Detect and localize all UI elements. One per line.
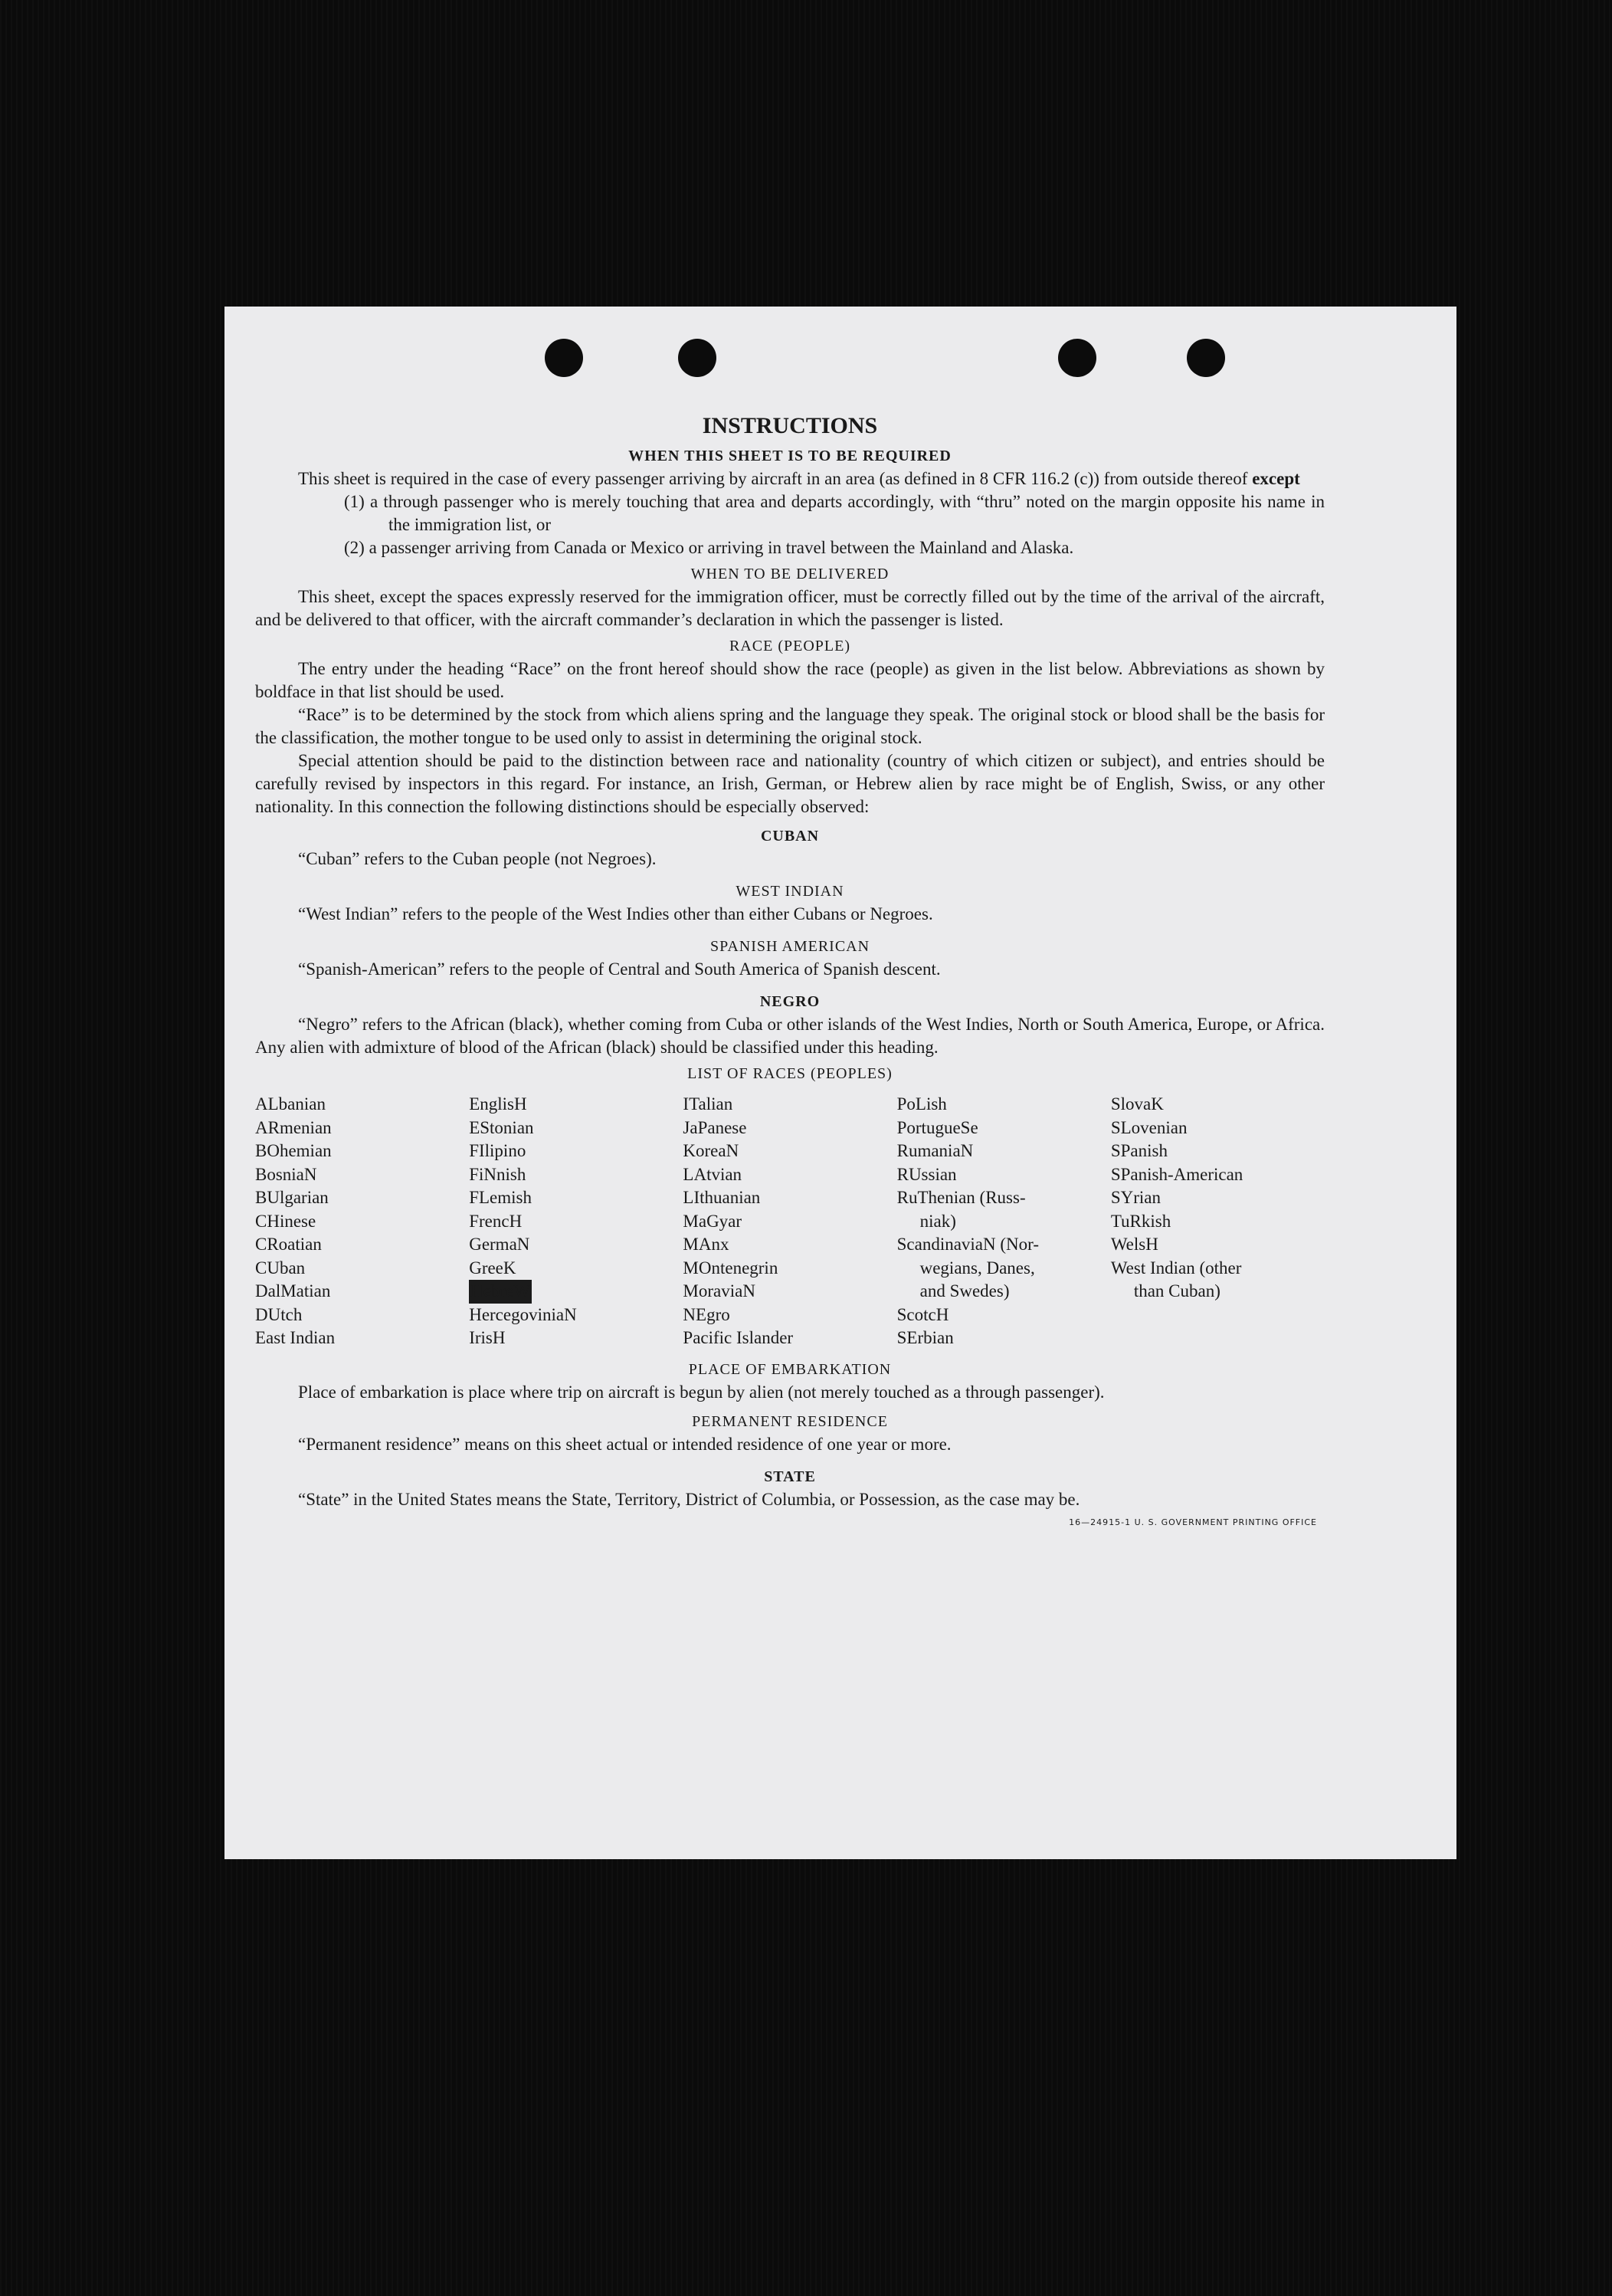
spanish-american-definition: “Spanish-American” refers to the people of Central and South America of Spanish descent. <box>298 959 941 979</box>
race-item: RUssian <box>896 1164 957 1184</box>
negro-definition: “Negro” refers to the African (black), whether coming from Cuba or other islands of the West Indies, North or South America, Europe, or Africa. Any alien with admixture of blood of the African (black) should be classified under this heading. <box>255 1015 1325 1057</box>
race-item: MoraviaN <box>683 1281 755 1301</box>
section-heading-race: RACE (PEOPLE) <box>729 638 850 654</box>
section-heading-list-of-races: LIST OF RACES (PEOPLES) <box>687 1065 893 1082</box>
race-item: SErbian <box>896 1328 954 1347</box>
race-item: MOntenegrin <box>683 1258 778 1278</box>
when-required-item-2: (2) a passenger arriving from Canada or Mexico or arriving in travel between the Mainland and Alaska. <box>344 538 1074 557</box>
race-item: GreeK <box>469 1258 516 1278</box>
race-item: PortugueSe <box>896 1117 978 1137</box>
race-item-continuation: wegians, Danes, <box>919 1258 1035 1278</box>
race-item: DalMatian <box>255 1281 331 1301</box>
binder-hole <box>545 339 583 377</box>
race-item: KoreaN <box>683 1141 739 1160</box>
when-delivered-text: This sheet, except the spaces expressly reserved for the immigration officer, must be correctly filled out by the time of the arrival of the aircraft, and be delivered to that officer, with the aircraft commander’s declaration in which the passenger is listed. <box>255 587 1325 629</box>
race-item: FrencH <box>469 1211 523 1231</box>
instruction-sheet <box>224 307 1456 1859</box>
race-item: ITalian <box>683 1094 733 1114</box>
race-item: WelsH <box>1110 1235 1158 1254</box>
race-item: SLovenian <box>1110 1117 1188 1137</box>
race-item: LIthuanian <box>683 1188 761 1207</box>
race-item-continuation: and Swedes) <box>919 1281 1010 1301</box>
race-item: EStonian <box>469 1117 534 1137</box>
sheet-content <box>255 411 1325 1534</box>
print-code: 16—24915-1 U. S. GOVERNMENT PRINTING OFFICE <box>1069 1517 1317 1527</box>
race-item: ScotcH <box>896 1304 949 1324</box>
race-item: LAtvian <box>683 1164 742 1184</box>
section-heading-negro: NEGRO <box>759 993 821 1010</box>
when-required-intro-text: This sheet is required in the case of every passenger arriving by aircraft in an area (as defined in 8 CFR 116.2 (c)) from outside thereof <box>298 469 1253 488</box>
race-item: Pacific Islander <box>683 1328 794 1347</box>
when-required-item-1: (1) a through passenger who is merely touching that area and departs accordingly, with “thru” noted on the margin opposite his name in the immigration list, or <box>344 492 1325 534</box>
section-heading-residence: PERMANENT RESIDENCE <box>692 1412 888 1430</box>
sheet-footer <box>255 1511 1325 1534</box>
race-item: CUban <box>255 1258 306 1278</box>
embarkation-text: Place of embarkation is place where trip on aircraft is begun by alien (not merely touched as a through passenger). <box>298 1382 1105 1402</box>
residence-text: “Permanent residence” means on this sheet actual or intended residence of one year or more. <box>298 1434 952 1454</box>
race-item: JaPanese <box>683 1117 747 1137</box>
binder-hole <box>678 339 716 377</box>
race-item: IrisH <box>469 1328 506 1347</box>
west-indian-definition: “West Indian” refers to the people of the West Indies other than either Cubans or Negroes. <box>298 904 933 923</box>
state-text: “State” in the United States means the State, Territory, District of Columbia, or Possession, as the case may be. <box>298 1489 1080 1509</box>
race-item: BosniaN <box>255 1164 317 1184</box>
race-item: FLemish <box>469 1188 532 1207</box>
race-item: BUlgarian <box>255 1188 329 1207</box>
race-item-continuation: than Cuban) <box>1133 1281 1220 1301</box>
race-item: RumaniaN <box>896 1141 974 1160</box>
race-paragraph-2: “Race” is to be determined by the stock from which aliens spring and the language they speak. The original stock or blood shall be the basis for the classification, the mother tongue to be used only to assist in determining the original stock. <box>255 705 1325 747</box>
section-heading-state: STATE <box>764 1468 816 1485</box>
race-paragraph-1: The entry under the heading “Race” on the front hereof should show the race (people) as given in the list below. Abbreviations as shown by boldface in that list should be used. <box>255 659 1325 701</box>
race-item: SPanish-American <box>1110 1164 1243 1184</box>
section-heading-west-indian: WEST INDIAN <box>736 883 844 900</box>
race-item: SYrian <box>1110 1188 1161 1207</box>
section-heading-embarkation: PLACE OF EMBARKATION <box>688 1360 892 1378</box>
race-item: ScandinaviaN (Nor- <box>896 1235 1040 1254</box>
race-item: RuThenian (Russ- <box>896 1188 1026 1207</box>
race-item: SlovaK <box>1110 1094 1164 1114</box>
race-item: FIlipino <box>469 1141 526 1160</box>
race-column-1 <box>255 1093 469 1350</box>
race-item: CRoatian <box>255 1235 322 1254</box>
race-item: MAnx <box>683 1235 729 1254</box>
when-required-intro <box>255 467 1325 490</box>
section-heading-when-required: WHEN THIS SHEET IS TO BE REQUIRED <box>628 448 952 464</box>
cuban-definition: “Cuban” refers to the Cuban people (not Negroes). <box>298 849 657 868</box>
race-item: CHinese <box>255 1211 316 1231</box>
race-item: East Indian <box>255 1328 336 1347</box>
race-column-2 <box>469 1093 683 1350</box>
race-item-continuation: niak) <box>919 1211 956 1231</box>
race-paragraph-3: Special attention should be paid to the distinction between race and nationality (country of which citizen or subject), and entries should be carefully revised by inspectors in this regard. For instance, an Irish, German, or Hebrew alien by race might be of English, Swiss, or any other nationality. In this connection the following distinctions should be especially observed: <box>255 751 1325 816</box>
section-heading-when-delivered: WHEN TO BE DELIVERED <box>690 566 890 582</box>
section-heading-spanish-american: SPANISH AMERICAN <box>709 938 870 955</box>
race-item: EnglisH <box>469 1094 527 1114</box>
race-item: DUtch <box>255 1304 303 1324</box>
race-item: BOhemian <box>255 1141 332 1160</box>
section-heading-cuban: CUBAN <box>760 828 820 845</box>
race-item: West Indian (other <box>1110 1258 1242 1278</box>
race-item-redacted <box>469 1280 683 1304</box>
race-item: MaGyar <box>683 1211 742 1231</box>
race-item: TuRkish <box>1110 1211 1171 1231</box>
race-column-4 <box>897 1093 1111 1350</box>
race-item: HercegoviniaN <box>469 1304 577 1324</box>
race-item: FiNnish <box>469 1164 526 1184</box>
redaction-mark: HebreW <box>469 1280 532 1304</box>
page-title: INSTRUCTIONS <box>702 413 878 438</box>
race-item: ARmenian <box>255 1117 332 1137</box>
race-column-3 <box>683 1093 896 1350</box>
binder-hole <box>1058 339 1096 377</box>
race-item: ALbanian <box>255 1094 326 1114</box>
when-required-except: except <box>1252 469 1300 488</box>
race-list <box>255 1093 1325 1350</box>
race-item: SPanish <box>1110 1141 1168 1160</box>
binder-hole <box>1187 339 1225 377</box>
race-column-5 <box>1111 1093 1325 1350</box>
race-item: GermaN <box>469 1235 530 1254</box>
race-item: PoLish <box>896 1094 947 1114</box>
race-item: NEgro <box>683 1304 730 1324</box>
